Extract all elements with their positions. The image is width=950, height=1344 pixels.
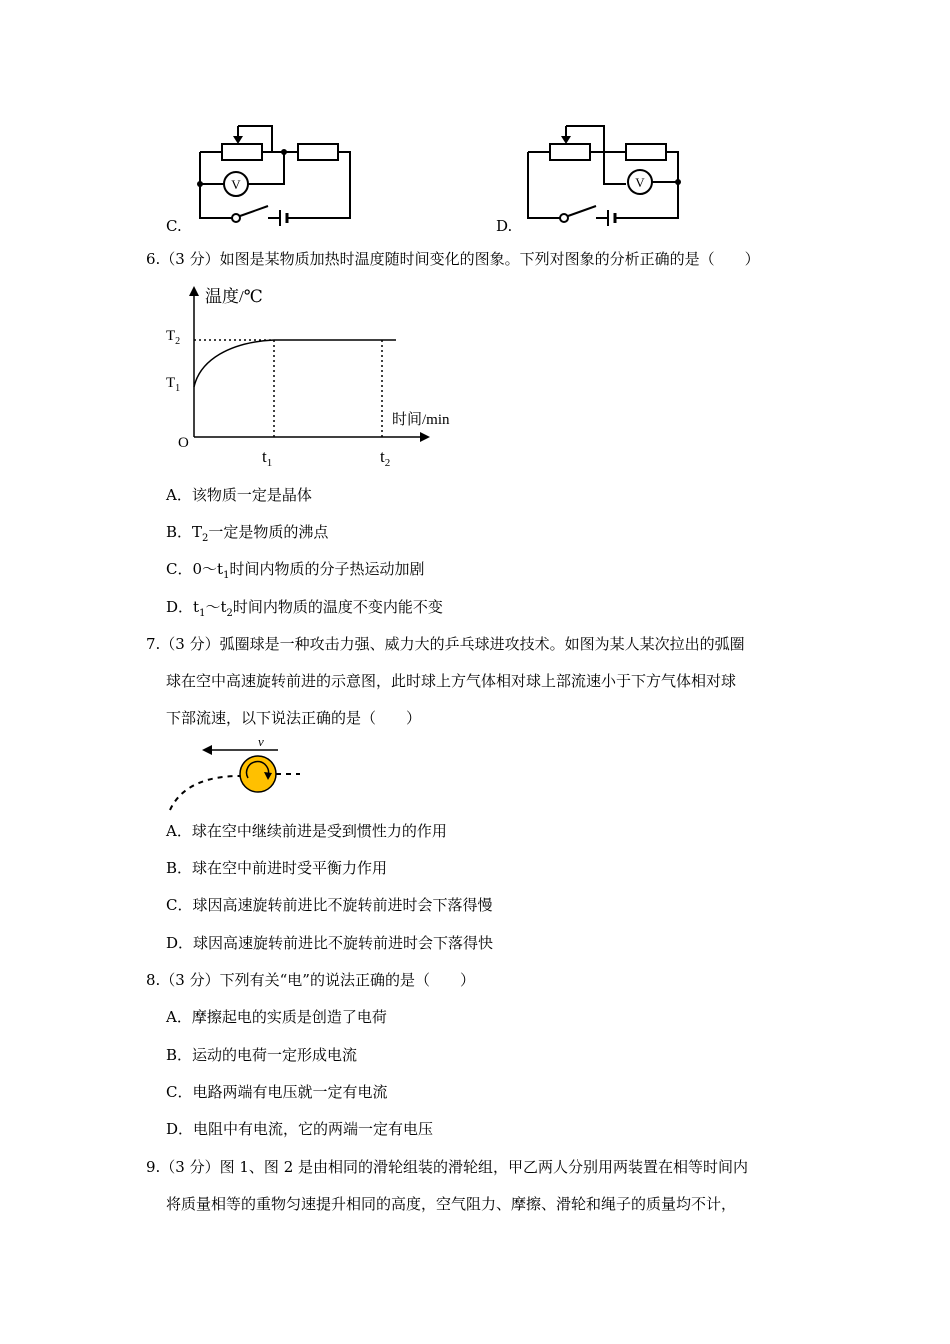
option-d-label: D. bbox=[496, 217, 513, 235]
q7-option-d[interactable]: D．球因高速旋转前进比不旋转前进时会下落得快 bbox=[166, 934, 494, 952]
circuit-diagram-c bbox=[190, 118, 360, 226]
q8-option-a[interactable]: A．摩擦起电的实质是创造了电荷 bbox=[166, 1008, 387, 1026]
question-6-stem: 6.（3 分）如图是某物质加热时温度随时间变化的图象。下列对图象的分析正确的是（ ） bbox=[146, 250, 760, 268]
graph-origin: O bbox=[178, 435, 189, 451]
q7-option-a[interactable]: A．球在空中继续前进是受到惯性力的作用 bbox=[166, 822, 447, 840]
graph-T2-label: $T_2$ bbox=[166, 328, 181, 347]
q8-option-c[interactable]: C．电路两端有电压就一定有电流 bbox=[166, 1083, 388, 1101]
velocity-label: v bbox=[258, 734, 264, 749]
question-9-line-1: 9.（3 分）图 1、图 2 是由相同的滑轮组装的滑轮组，甲乙两人分别用两装置在相等时间内 bbox=[146, 1158, 749, 1176]
voltmeter-label-c: V bbox=[231, 177, 241, 192]
voltmeter-label-d: V bbox=[635, 175, 645, 190]
graph-y-label: 温度/℃ bbox=[205, 287, 263, 306]
graph-T1-label: $T_1$ bbox=[166, 375, 181, 394]
question-8-stem: 8.（3 分）下列有关“电”的说法正确的是（ ） bbox=[146, 971, 475, 989]
q7-option-c[interactable]: C．球因高速旋转前进比不旋转前进时会下落得慢 bbox=[166, 896, 493, 914]
q8-option-b[interactable]: B．运动的电荷一定形成电流 bbox=[166, 1046, 358, 1064]
heating-curve bbox=[194, 340, 274, 387]
question-9-line-2: 将质量相等的重物匀速提升相同的高度，空气阻力、摩擦、滑轮和绳子的质量均不计， bbox=[166, 1195, 737, 1213]
trajectory-path bbox=[170, 776, 240, 810]
q6-option-c[interactable]: C．$0\sim t_1$时间内物质的分子热运动加剧 bbox=[166, 560, 425, 581]
temperature-time-graph bbox=[160, 282, 470, 472]
question-7-line-2: 球在空中高速旋转前进的示意图，此时球上方气体相对球上部流速小于下方气体相对球 bbox=[166, 672, 737, 690]
circuit-diagram-d bbox=[518, 118, 693, 226]
question-7-line-3: 下部流速，以下说法正确的是（ ） bbox=[166, 709, 422, 727]
q7-option-b[interactable]: B．球在空中前进时受平衡力作用 bbox=[166, 859, 388, 877]
q6-option-b[interactable]: B．$T_2$一定是物质的沸点 bbox=[166, 523, 329, 544]
graph-t2-label: $t_2$ bbox=[380, 447, 391, 469]
q6-option-d[interactable]: D．$t_1\sim t_2$时间内物质的温度不变内能不变 bbox=[166, 598, 443, 619]
loop-ball-diagram bbox=[160, 734, 310, 814]
graph-t1-label: $t_1$ bbox=[262, 447, 273, 469]
option-c-label: C. bbox=[166, 217, 182, 235]
graph-x-label: 时间/min bbox=[392, 412, 450, 428]
q8-option-d[interactable]: D．电阻中有电流，它的两端一定有电压 bbox=[166, 1120, 434, 1138]
question-7-line-1: 7.（3 分）弧圈球是一种攻击力强、威力大的乒乓球进攻技术。如图为某人某次拉出的弧圈 bbox=[146, 635, 745, 653]
q6-option-a[interactable]: A．该物质一定是晶体 bbox=[166, 486, 312, 504]
